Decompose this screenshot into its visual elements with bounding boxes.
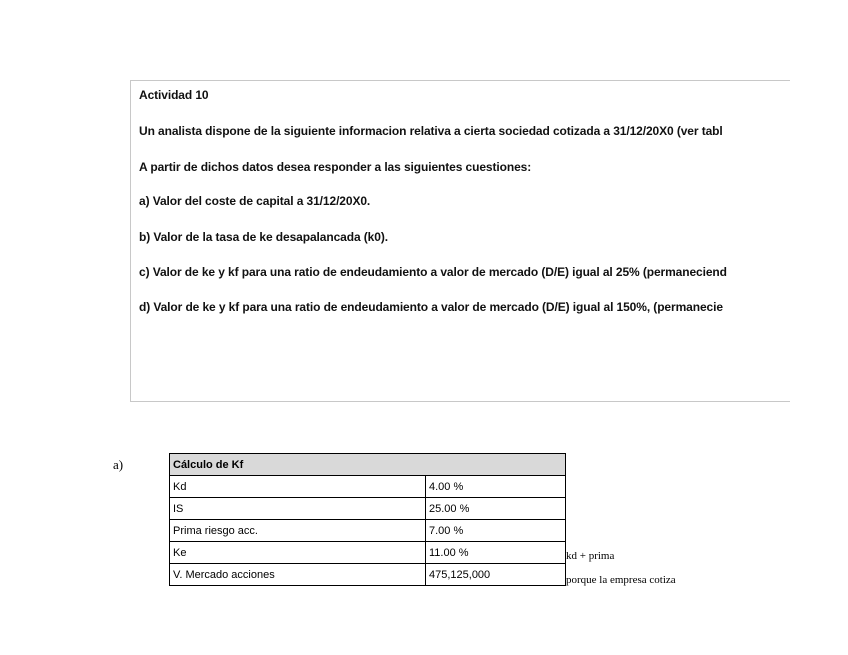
activity-instruction-line: A partir de dichos datos desea responder a las siguientes cuestiones: [139,160,532,174]
kf-calculation-table [169,453,566,586]
row-value-kd: 4.00 % [426,476,566,498]
question-d: d) Valor de ke y kf para una ratio de endeudamiento a valor de mercado (D/E) igual al 150%, (permanecie [139,300,723,314]
table-row [170,476,566,498]
note-ke: kd + prima [566,550,615,562]
table-row [170,520,566,542]
note-market-value: porque la empresa cotiza [566,574,676,586]
row-value-prima: 7.00 % [426,520,566,542]
section-a-marker: a) [113,457,124,472]
activity-title: Actividad 10 [139,88,209,102]
activity-intro-line: Un analista dispone de la siguiente informacion relativa a cierta sociedad cotizada a 31/12/20X0 (ver tabl [139,124,723,138]
row-label-market-value: V. Mercado acciones [170,564,426,586]
question-c: c) Valor de ke y kf para una ratio de endeudamiento a valor de mercado (D/E) igual al 25% (permaneciend [139,265,727,279]
row-value-is: 25.00 % [426,498,566,520]
row-label-is: IS [170,498,426,520]
row-label-prima: Prima riesgo acc. [170,520,426,542]
question-a: a) Valor del coste de capital a 31/12/20X0. [139,194,371,208]
table-row [170,564,566,586]
table-row [170,542,566,564]
row-value-ke: 11.00 % [426,542,566,564]
table-row [170,498,566,520]
row-label-kd: Kd [170,476,426,498]
row-label-ke: Ke [170,542,426,564]
activity-text-box [130,80,790,402]
table-header: Cálculo de Kf [170,454,566,476]
table-header-row [170,454,566,476]
question-b: b) Valor de la tasa de ke desapalancada (k0). [139,230,388,244]
row-value-market-value: 475,125,000 [426,564,566,586]
